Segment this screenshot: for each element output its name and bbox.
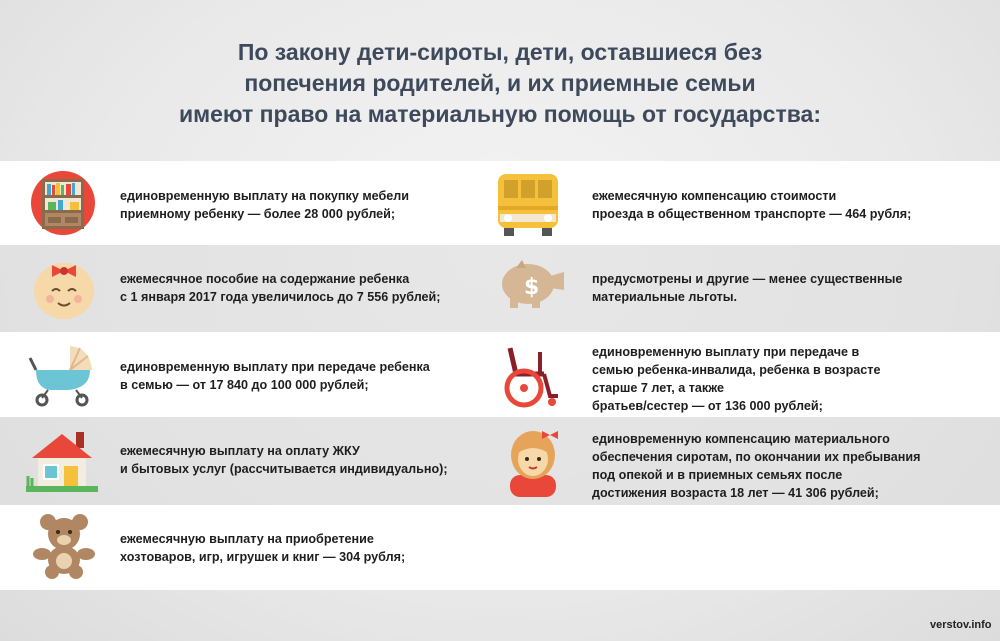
- benefit-line: обеспечения сиротам, по окончании их пребывания: [592, 450, 921, 464]
- benefit-line: братьев/сестер — от 136 000 рублей;: [592, 399, 823, 413]
- title-line-3: имеют право на материальную помощь от государства:: [178, 101, 822, 127]
- benefit-text: [120, 270, 441, 306]
- benefit-line: ежемесячную выплату на оплату ЖКУ: [120, 444, 360, 458]
- benefit-line: в семью — от 17 840 до 100 000 рублей;: [120, 378, 369, 392]
- benefit-line: предусмотрены и другие — менее существенные: [592, 272, 903, 286]
- benefit-text: [592, 430, 920, 502]
- benefit-line: под опекой и в приемных семьях после: [592, 468, 843, 482]
- girl-icon: [504, 425, 562, 497]
- benefit-line: достижения возраста 18 лет — 41 306 рублей;: [592, 486, 879, 500]
- stroller-icon: [28, 340, 98, 408]
- benefit-line: единовременную компенсацию материального: [592, 432, 890, 446]
- benefit-text: [120, 187, 409, 223]
- benefit-line: проезда в общественном транспорте — 464 рубля;: [592, 207, 912, 221]
- page-title: [0, 37, 1000, 130]
- benefit-line: семью ребенка-инвалида, ребенка в возрасте: [592, 363, 881, 377]
- bus-icon: [496, 170, 560, 238]
- teddy-bear-icon: [30, 512, 98, 580]
- house-icon: [26, 428, 98, 494]
- benefit-text: [592, 187, 911, 223]
- source-credit: verstov.info: [930, 619, 992, 631]
- benefit-line: единовременную выплату при передаче в: [592, 345, 860, 359]
- benefit-line: ежемесячную выплату на приобретение: [120, 532, 374, 546]
- svg-text:$: $: [524, 275, 540, 300]
- wheelchair-icon: [500, 344, 562, 408]
- benefit-line: с 1 января 2017 года увеличилось до 7 556 рублей;: [120, 290, 441, 304]
- benefit-text: [592, 343, 880, 415]
- benefit-line: хозтоваров, игр, игрушек и книг — 304 рубля;: [120, 550, 406, 564]
- benefit-line: материальные льготы.: [592, 290, 737, 304]
- benefit-line: и бытовых услуг (рассчитывается индивидуально);: [120, 462, 448, 476]
- baby-face-icon: [30, 255, 98, 321]
- benefit-line: единовременную выплату на покупку мебели: [120, 189, 410, 203]
- benefit-line: единовременную выплату при передаче ребенка: [120, 360, 430, 374]
- title-line-2: попечения родителей, и их приемные семьи: [244, 70, 756, 96]
- benefit-line: ежемесячное пособие на содержание ребенка: [120, 272, 410, 286]
- benefit-text: [120, 442, 448, 478]
- benefit-text: [120, 358, 430, 394]
- benefit-text: [120, 530, 405, 566]
- piggy-bank-icon: [492, 258, 570, 310]
- benefit-text: [592, 270, 902, 306]
- title-line-1: По закону дети-сироты, дети, оставшиеся без: [237, 39, 763, 65]
- benefit-line: ежемесячную компенсацию стоимости: [592, 189, 837, 203]
- benefit-line: старше 7 лет, а также: [592, 381, 725, 395]
- benefit-line: приемному ребенку — более 28 000 рублей;: [120, 207, 396, 221]
- bookshelf-icon: [30, 170, 96, 236]
